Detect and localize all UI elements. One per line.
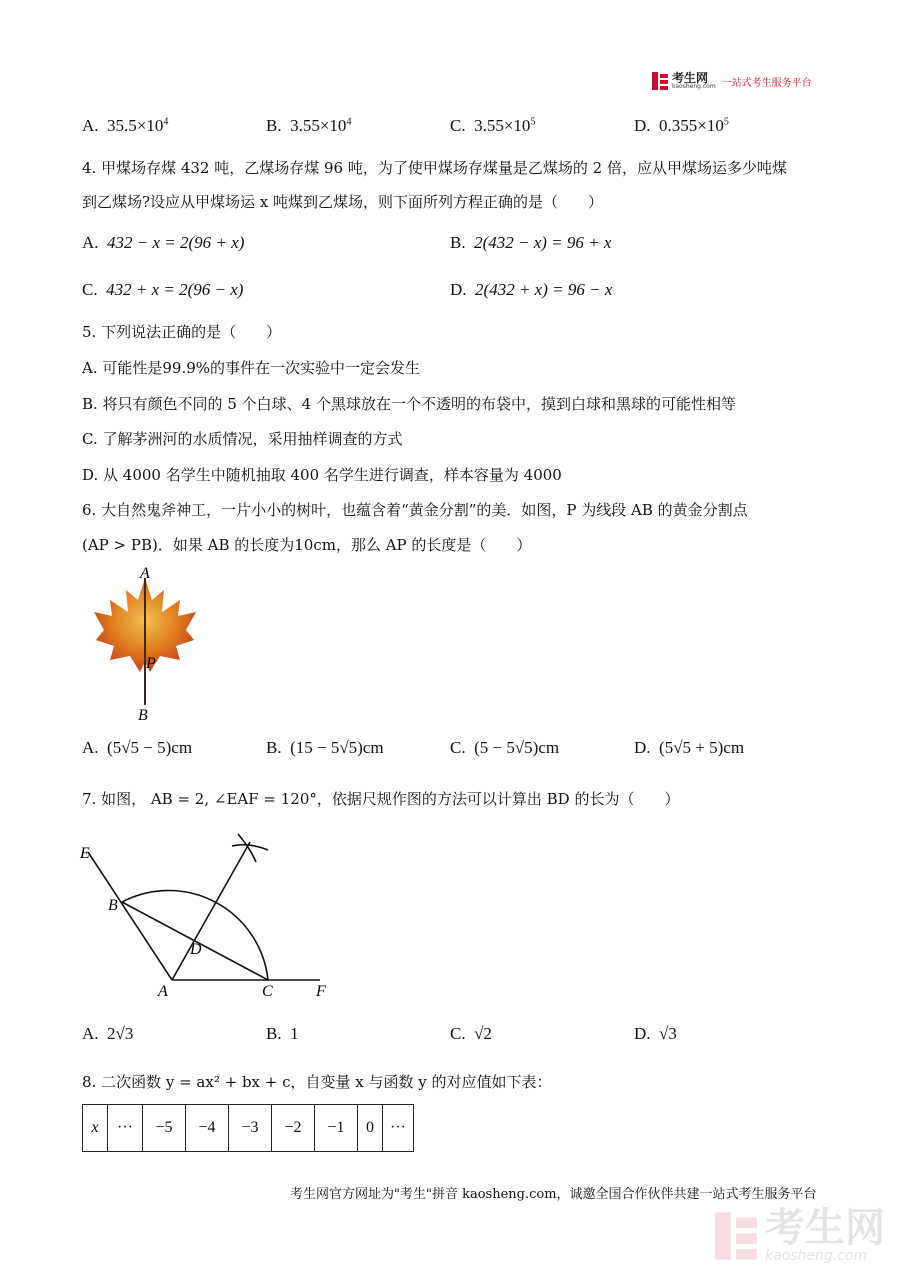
table-cell: ···	[108, 1105, 143, 1152]
q5-option-d: D. 从 4000 名学生中随机抽取 400 名学生进行调查，样本容量为 4000	[82, 466, 562, 484]
label-a: A	[158, 983, 168, 1000]
q5-stem: 5. 下列说法正确的是（ ）	[82, 323, 282, 341]
brand-slogan: 一站式考生服务平台	[721, 77, 812, 89]
label-c: C	[262, 983, 273, 1000]
q4-option-c: C. 432 + x = 2(96 − x)	[82, 280, 244, 299]
q7-option-b: B. 1	[266, 1024, 299, 1043]
q3-option-d: D. $0.355\times 10^5$	[634, 116, 729, 135]
label-b: B	[138, 707, 148, 724]
table-row	[83, 1105, 414, 1152]
q6-leaf-figure	[80, 560, 210, 725]
table-cell: 0	[358, 1105, 383, 1152]
q3-option-b: B. $3.55\times 10^4$	[266, 116, 352, 135]
q6-stem-line1: 6. 大自然鬼斧神工，一片小小的树叶，也蕴含着“黄金分割”的美．如图，P 为线段 AB 的黄金分割点	[82, 501, 748, 519]
table-cell: −4	[186, 1105, 229, 1152]
q7-option-c: C. √2	[450, 1024, 492, 1043]
label-e: E	[80, 845, 90, 862]
table-cell: −2	[272, 1105, 315, 1152]
q4-stem-line1: 4. 甲煤场存煤 432 吨，乙煤场存煤 96 吨，为了使甲煤场存煤量是乙煤场的 2 倍，应从甲煤场运多少吨煤	[82, 159, 787, 177]
q6-option-a: A. (5√5 − 5)cm	[82, 738, 193, 757]
watermark-domain: kaosheng.com	[765, 1248, 868, 1264]
q3-option-a: A. $35.5\times 10^4$	[82, 116, 169, 135]
q7-option-d: D. √3	[634, 1024, 677, 1043]
q7-stem: 7. 如图， AB = 2, ∠EAF = 120°，依据尺规作图的方法可以计算出 BD 的长为（ ）	[82, 790, 680, 808]
brand-name: 考生网	[672, 71, 709, 85]
q7-option-a: A. 2√3	[82, 1024, 134, 1043]
q5-option-a: A. 可能性是99.9%的事件在一次实验中一定会发生	[82, 359, 421, 377]
q6-option-b: B. (15 − 5√5)cm	[266, 738, 384, 757]
table-cell: −1	[315, 1105, 358, 1152]
q5-option-b: B. 将只有颜色不同的 5 个白球、4 个黑球放在一个不透明的布袋中，摸到白球和黑球的可能性相等	[82, 395, 736, 413]
q4-stem-line2: 到乙煤场?设应从甲煤场运 x 吨煤到乙煤场，则下面所列方程正确的是（ ）	[82, 193, 604, 211]
watermark-logo-icon	[715, 1211, 757, 1261]
q8-stem: 8. 二次函数 y = ax² + bx + c，自变量 x 与函数 y 的对应值如下表：	[82, 1073, 552, 1091]
label-b: B	[108, 897, 118, 914]
brand-domain: kaosheng.com	[672, 83, 716, 90]
q3-option-c: C. $3.55\times 10^5$	[450, 116, 536, 135]
ray-ae	[88, 852, 172, 980]
label-p: P	[146, 655, 156, 672]
q6-stem-line2: (AP > PB)．如果 AB 的长度为10cm，那么 AP 的长度是（ ）	[82, 536, 532, 554]
q6-option-d: D. (5√5 + 5)cm	[634, 738, 745, 757]
q8-value-table	[82, 1104, 414, 1152]
q6-option-c: C. (5 − 5√5)cm	[450, 738, 560, 757]
q5-option-c: C. 了解茅洲河的水质情况，采用抽样调查的方式	[82, 430, 403, 448]
table-cell: −5	[143, 1105, 186, 1152]
arc-bc	[122, 891, 268, 980]
label-f: F	[316, 983, 326, 1000]
kaosheng-logo-icon	[652, 72, 668, 90]
q4-option-b: B. 2(432 − x) = 96 + x	[450, 233, 612, 252]
header-logo	[652, 72, 812, 90]
q4-option-a: A. 432 − x = 2(96 + x)	[82, 233, 245, 252]
label-a: A	[140, 565, 150, 582]
footer-text: 考生网官方网址为"考生"拼音 kaosheng.com，诚邀全国合作伙伴共建一站式考生服务平台	[290, 1187, 817, 1202]
table-cell: x	[83, 1105, 108, 1152]
q7-construction-figure	[78, 822, 338, 1002]
q4-option-d: D. 2(432 + x) = 96 − x	[450, 280, 613, 299]
table-cell: −3	[229, 1105, 272, 1152]
table-cell: ···	[383, 1105, 414, 1152]
bisector-ray	[172, 842, 250, 980]
label-d: D	[190, 941, 202, 958]
watermark	[715, 1205, 885, 1264]
watermark-text: 考生网	[765, 1205, 885, 1251]
